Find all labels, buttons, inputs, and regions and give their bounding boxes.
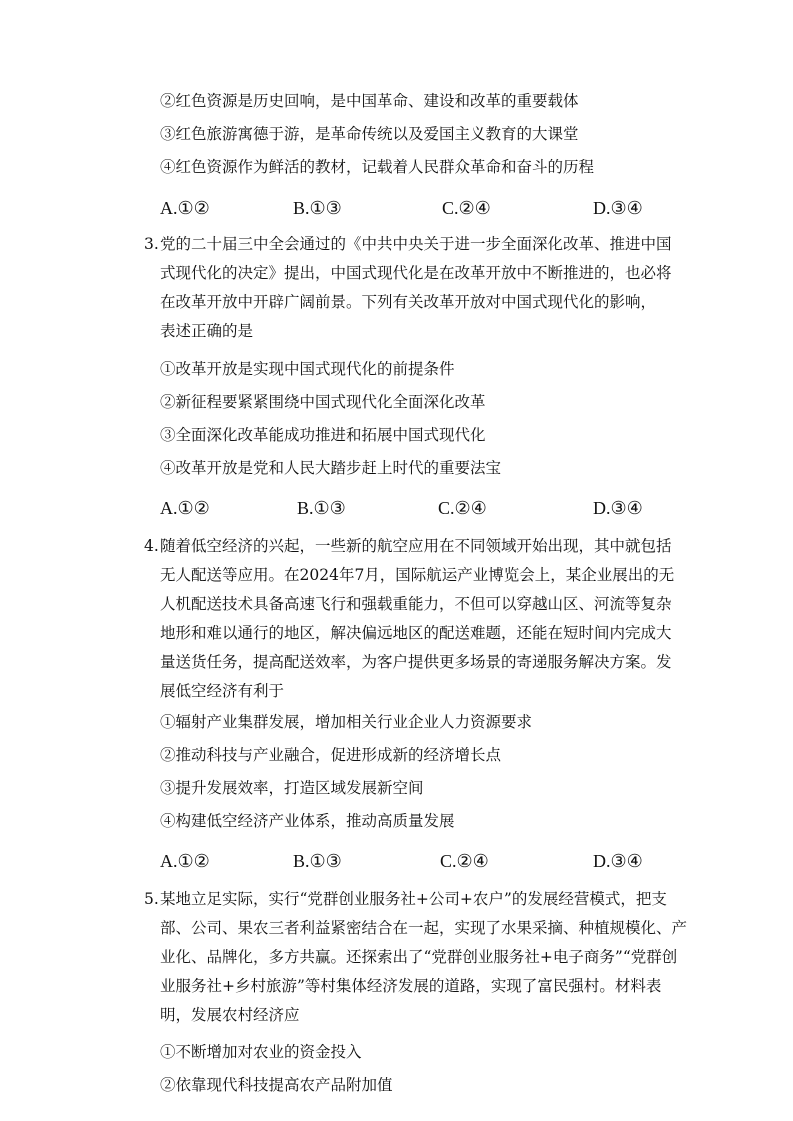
stem-line: 展低空经济有利于 (160, 682, 285, 700)
option-c: C.②④ (440, 851, 489, 871)
option-a: A.①② (160, 198, 210, 218)
stem-line: 党的二十届三中全会通过的《中共中央关于进一步全面深化改革、推进中国 (160, 235, 672, 253)
stem-line: 随着低空经济的兴起，一些新的航空应用在不同领域开始出现，其中就包括 (160, 537, 672, 555)
stem-line: 量送货任务，提高配送效率，为客户提供更多场景的寄递服务解决方案。发 (160, 653, 672, 671)
statement-5-2: ②依靠现代科技提高农产品附加值 (160, 1076, 393, 1094)
statement-3-1: ①改革开放是实现中国式现代化的前提条件 (160, 360, 455, 378)
statement-4-4: ④构建低空经济产业体系，推动高质量发展 (160, 812, 455, 830)
stem-line: 业化、品牌化，多方共赢。还探索出了“党群创业服务社+电子商务”“党群创 (160, 948, 678, 966)
statement-2-4: ④红色资源作为鲜活的教材，记载着人民群众革命和奋斗的历程 (160, 158, 595, 176)
option-a: A.①② (160, 851, 210, 871)
question-number: 4. (144, 537, 159, 555)
statement-5-1: ①不断增加对农业的资金投入 (160, 1043, 362, 1061)
statement-4-2: ②推动科技与产业融合，促进形成新的经济增长点 (160, 746, 502, 764)
statement-3-4: ④改革开放是党和人民大踏步赶上时代的重要法宝 (160, 459, 502, 477)
stem-line: 在改革开放中开辟广阔前景。下列有关改革开放对中国式现代化的影响， (160, 293, 657, 311)
option-c: C.②④ (442, 198, 491, 218)
statement-3-2: ②新征程要紧紧围绕中国式现代化全面深化改革 (160, 393, 486, 411)
option-d: D.③④ (593, 498, 643, 518)
stem-line: 表述正确的是 (160, 322, 254, 340)
statement-4-3: ③提升发展效率，打造区域发展新空间 (160, 779, 424, 797)
statement-3-3: ③全面深化改革能成功推进和拓展中国式现代化 (160, 426, 486, 444)
option-a: A.①② (160, 498, 210, 518)
question-number: 5. (144, 890, 159, 908)
stem-line: 明，发展农村经济应 (160, 1006, 300, 1024)
question-number: 3. (144, 235, 159, 253)
stem-line: 地形和难以通行的地区，解决偏远地区的配送难题，还能在短时间内完成大 (160, 624, 672, 642)
option-d: D.③④ (593, 851, 643, 871)
option-b: B.①③ (297, 498, 346, 518)
stem-line: 无人配送等应用。在2024年7月，国际航运产业博览会上，某企业展出的无 (160, 566, 675, 584)
stem-line: 部、公司、果农三者利益紧密结合在一起，实现了水果采摘、种植规模化、产 (160, 919, 688, 937)
option-b: B.①③ (293, 198, 342, 218)
stem-line: 式现代化的决定》提出，中国式现代化是在改革开放中不断推进的，也必将 (160, 264, 672, 282)
option-d: D.③④ (593, 198, 643, 218)
statement-2-3: ③红色旅游寓德于游，是革命传统以及爱国主义教育的大课堂 (160, 125, 579, 143)
option-c: C.②④ (438, 498, 487, 518)
stem-line: 业服务社+乡村旅游”等村集体经济发展的道路，实现了富民强村。材料表 (160, 977, 662, 995)
stem-line: 某地立足实际，实行“党群创业服务社+公司+农户”的发展经营模式，把支 (160, 890, 667, 908)
stem-line: 人机配送技术具备高速飞行和强载重能力，不但可以穿越山区、河流等复杂 (160, 595, 672, 613)
option-b: B.①③ (293, 851, 342, 871)
statement-2-2: ②红色资源是历史回响，是中国革命、建设和改革的重要载体 (160, 92, 579, 110)
statement-4-1: ①辐射产业集群发展，增加相关行业企业人力资源要求 (160, 713, 533, 731)
